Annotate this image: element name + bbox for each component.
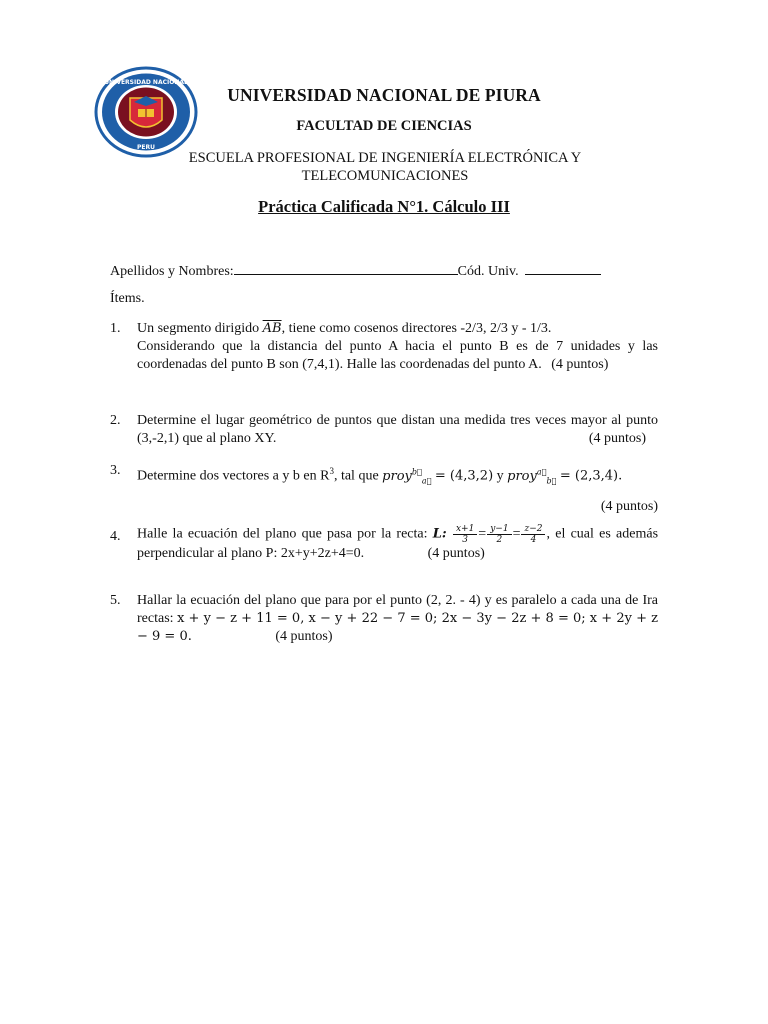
question-points: (4 puntos)	[427, 546, 485, 561]
fraction-y: $\frac{y-1}{2}$	[487, 524, 511, 545]
fraction-x: $\frac{x+1}{3}$	[453, 524, 477, 545]
university-seal-logo	[94, 66, 198, 158]
school-line-2: TELECOMUNICACIONES	[301, 168, 469, 184]
question-3-statement: Determine dos vectores a y b en $R^3$, tal que proy$^{b⃗}_{a⃗}$ = (4,3,2) y proy$^{a⃗}_{b⃗}$ = (2,3,4).	[137, 466, 623, 486]
question-number: 3.	[110, 463, 121, 478]
question-4-statement: Halle la ecuación del plano que pasa por la recta: L: $\frac{x+1}{3}$ = $\frac{y-1}{2}$ = $\frac{z-2}{4}$ , el cual es además perpendicular al plano P: 2x+y+2z+4=0. (4 puntos)	[137, 524, 659, 561]
code-blank	[525, 262, 601, 275]
question-number: 5.	[110, 593, 121, 608]
code-label: Cód. Univ.	[457, 264, 519, 279]
question-4	[110, 524, 658, 563]
question-number: 1.	[110, 321, 121, 336]
projection-a-on-b: proy$^{b⃗}_{a⃗}$	[382, 467, 432, 486]
question-5-statement: Hallar la ecuación del plano que para por el punto (2, 2. - 4) y es paralelo a cada una de Ira rectas: x + y − z + 11 = 0, x − y + 22 − 7 = 0; 2x − 3y − 2z + 8 = 0; x + 2y + z − 9 = 0. (4 puntos)	[137, 593, 659, 644]
items-heading: Ítems.	[110, 291, 145, 306]
question-points: (4 puntos)	[275, 629, 333, 644]
question-number: 4.	[110, 529, 121, 544]
vector-ab: $\overline{AB}$	[262, 321, 282, 336]
exam-title: Práctica Calificada N°1. Cálculo III	[258, 197, 510, 216]
school-line-1: ESCUELA PROFESIONAL DE INGENIERÍA ELECTRÓNICA Y	[188, 150, 582, 166]
faculty-name: FACULTAD DE CIENCIAS	[296, 118, 472, 134]
university-name: UNIVERSIDAD NACIONAL DE PIURA	[227, 85, 541, 105]
question-points: (4 puntos)	[588, 431, 646, 446]
projection-b-on-a: proy$^{a⃗}_{b⃗}$	[507, 467, 557, 486]
question-2-statement: Determine el lugar geométrico de puntos que distan una medida tres veces mayor al punto (3,-2,1) que al plano XY.	[137, 413, 658, 446]
question-points: (4 puntos)	[551, 357, 609, 372]
question-number: 2.	[110, 413, 121, 428]
question-1-statement: Un segmento dirigido $\overline{AB}$, tiene como cosenos directores -2/3, 2/3 y - 1/3.	[137, 321, 552, 336]
question-points: (4 puntos)	[600, 499, 658, 515]
svg-text:PERU: PERU	[137, 144, 155, 151]
names-blank	[234, 262, 458, 275]
student-info-line	[110, 262, 601, 280]
fraction-z: $\frac{z-2}{4}$	[521, 524, 545, 545]
question-2	[110, 412, 658, 448]
question-1	[110, 320, 658, 374]
lines-equations: x + y − z + 11 = 0, x − y + 22 − 7 = 0; 2x − 3y − 2z + 8 = 0; x + 2y + z − 9 = 0.	[137, 611, 659, 644]
question-1-detail: Considerando que la distancia del punto A hacia el punto B es de 7 unidades y las coordenadas del punto B son (7,4,1). Halle las coordenadas del punto A. (4 puntos)	[137, 339, 658, 372]
svg-text:UNIVERSIDAD NACIONAL: UNIVERSIDAD NACIONAL	[104, 79, 188, 86]
school-name	[168, 149, 602, 185]
question-5	[110, 592, 658, 646]
names-label: Apellidos y Nombres:	[110, 264, 234, 279]
question-3	[110, 462, 658, 516]
